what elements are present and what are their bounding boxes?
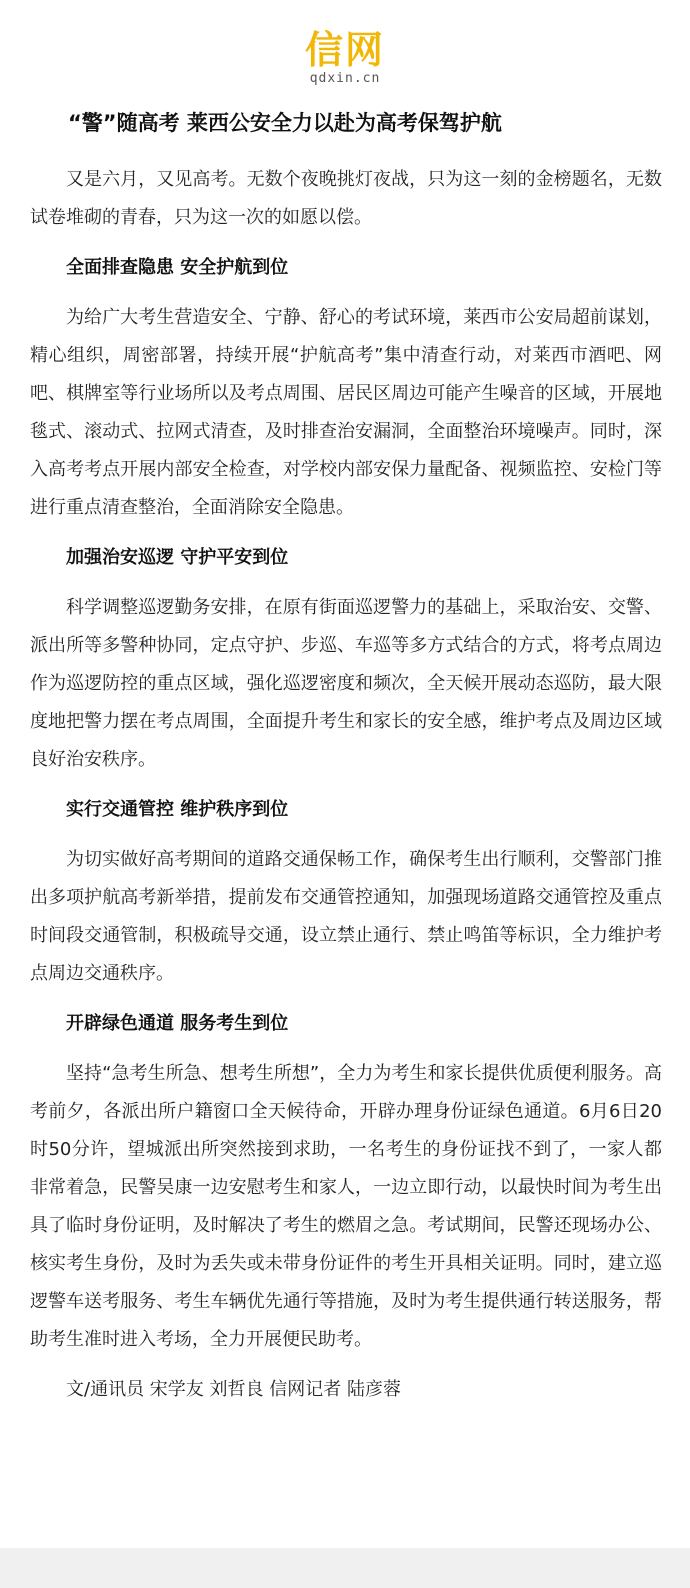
section-body-3: 为切实做好高考期间的道路交通保畅工作，确保考生出行顺利，交警部门推出多项护航高考新举措，提前发布交通管控通知，加强现场道路交通管控及重点时间段交通管制，积极疏导交通，设立禁止通行、禁止鸣笛等标识，全力维护考点周边交通秩序。	[30, 849, 662, 984]
section-heading-3: 实行交通管控 维护秩序到位	[66, 799, 289, 820]
intro-paragraph: 又是六月，又见高考。无数个夜晚挑灯夜战，只为这一刻的金榜题名，无数试卷堆砌的青春，只为这一次的如愿以偿。	[30, 169, 662, 228]
section-body-2: 科学调整巡逻勤务安排，在原有街面巡逻警力的基础上，采取治安、交警、派出所等多警种协同，定点守护、步巡、车巡等多方式结合的方式，将考点周边作为巡逻防控的重点区域，强化巡逻密度和频次，全天候开展动态巡防，最大限度地把警力摆在考点周围，全面提升考生和家长的安全感，维护考点及周边区域良好治安秩序。	[30, 597, 662, 770]
site-logo[interactable]	[0, 30, 690, 86]
logo-mark: 信网	[304, 28, 385, 72]
footer-bar	[0, 1548, 690, 1588]
article-title: “警”随高考 莱西公安全力以赴为高考保驾护航	[68, 111, 502, 135]
section-heading-2: 加强治安巡逻 守护平安到位	[66, 547, 289, 568]
section-body-4: 坚持“急考生所急、想考生所想”，全力为考生和家长提供优质便利服务。高考前夕，各派出所户籍窗口全天候待命，开辟办理身份证绿色通道。6月6日20时50分许，望城派出所突然接到求助，一名考生的身份证找不到了，一家人都非常着急，民警吴康一边安慰考生和家人，一边立即行动，以最快时间为考生出具了临时身份证明，及时解决了考生的燃眉之急。考试期间，民警还现场办公、核实考生身份，及时为丢失或未带身份证件的考生开具相关证明。同时，建立巡逻警车送考服务、考生车辆优先通行等措施，及时为考生提供通行转送服务，帮助考生准时进入考场，全力开展便民助考。	[30, 1063, 662, 1350]
section-heading-1: 全面排查隐患 安全护航到位	[66, 257, 289, 278]
article-body	[30, 161, 662, 1409]
logo-domain: qdxin.cn	[309, 71, 381, 86]
byline: 文/通讯员 宋学友 刘哲良 信网记者 陆彦蓉	[66, 1379, 401, 1400]
section-body-1: 为给广大考生营造安全、宁静、舒心的考试环境，莱西市公安局超前谋划，精心组织，周密部署，持续开展“护航高考”集中清查行动，对莱西市酒吧、网吧、棋牌室等行业场所以及考点周围、居民区周边可能产生噪音的区域，开展地毯式、滚动式、拉网式清查，及时排查治安漏洞，全面整治环境噪声。同时，深入高考考点开展内部安全检查，对学校内部安保力量配备、视频监控、安检门等进行重点清查整治，全面消除安全隐患。	[30, 307, 662, 518]
section-heading-4: 开辟绿色通道 服务考生到位	[66, 1013, 289, 1034]
